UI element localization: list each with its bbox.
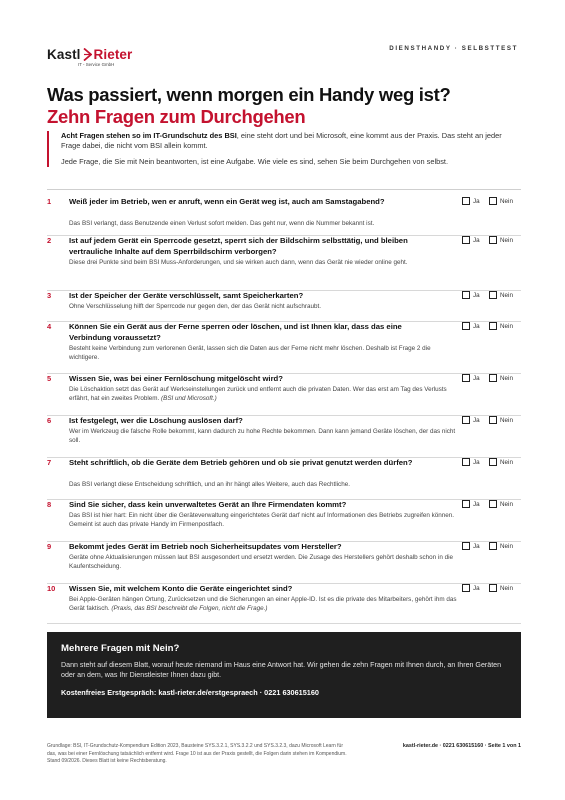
- question-row: [47, 197, 521, 236]
- cta-heading: Mehrere Fragen mit Nein?: [61, 643, 180, 654]
- intro-block: [47, 131, 521, 167]
- intro-lead: Acht Fragen stehen so im IT-Grundschutz des BSI: [61, 131, 237, 140]
- answer-no-option[interactable]: [489, 197, 513, 205]
- checkbox-icon[interactable]: [489, 542, 497, 550]
- question-row: [47, 584, 521, 624]
- answer-yes-label: Ja: [473, 291, 480, 299]
- checkbox-icon[interactable]: [462, 500, 470, 508]
- explanation-text: Das BSI verlangt, dass Benutzende einen Verlust sofort melden. Das geht nur, wenn die Nummer bekannt ist.: [69, 220, 375, 227]
- answer-yes-label: Ja: [473, 500, 480, 508]
- question-number: 5: [47, 374, 52, 383]
- checkbox-icon[interactable]: [462, 236, 470, 244]
- answer-no-option[interactable]: [489, 291, 513, 299]
- checkbox-icon[interactable]: [462, 291, 470, 299]
- question-row: [47, 416, 521, 458]
- checkbox-icon[interactable]: [462, 374, 470, 382]
- logo-subtitle: IT - Service GmbH: [78, 62, 115, 67]
- checkbox-icon[interactable]: [462, 416, 470, 424]
- question-explanation: [69, 427, 457, 446]
- checkbox-icon[interactable]: [489, 458, 497, 466]
- question-number: 3: [47, 291, 52, 300]
- answer-yes-label: Ja: [473, 374, 480, 382]
- question-number: 8: [47, 500, 52, 509]
- question-text: Ist auf jedem Gerät ein Sperrcode gesetzt, sperrt sich der Bildschirm selbsttätig, und bleiben vertrauliche Inhalte auf dem Sperrbildschirm verborgen?: [69, 236, 408, 256]
- question-explanation: [69, 480, 457, 489]
- divider: [47, 189, 521, 190]
- explanation-text: Das BSI ist hier hart: Ein nicht über die Geräteverwaltung eingerichtetes Gerät darf nicht auf Informationen des Betriebs zugreifen können. Gemeint ist auch das private Handy im Firmenpostfach.: [69, 512, 455, 529]
- intro-text-1: , eine steht dort und bei Microsoft, eine kommt aus der Praxis. Das steht an jeder Frage dabei, die nicht vom BSI allein kommt.: [61, 131, 502, 151]
- explanation-text: Die Löschaktion setzt das Gerät auf Werkseinstellungen zurück und entfernt auch die privaten Daten. Wer das erst am Tag des Verlusts erfährt, hat ein zweites Problem.: [69, 386, 447, 403]
- intro-paragraph-1: [61, 131, 521, 152]
- checkbox-icon[interactable]: [462, 458, 470, 466]
- question-text: Sind Sie sicher, dass kein unverwaltetes Gerät an Ihre Firmendaten kommt?: [69, 500, 347, 509]
- question-text: Können Sie ein Gerät aus der Ferne sperren oder löschen, und ist Ihnen klar, dass das eine Verbindung voraussetzt?: [69, 322, 402, 342]
- question-number: 2: [47, 236, 52, 245]
- question-text: Wissen Sie, mit welchem Konto die Geräte eingerichtet sind?: [69, 584, 293, 593]
- question-row: [47, 458, 521, 500]
- explanation-source: (BSI und Microsoft.): [161, 395, 217, 403]
- question-explanation: [69, 595, 457, 614]
- explanation-source: (Praxis, das BSI beschreibt die Folgen, nicht die Frage.): [111, 605, 268, 613]
- answer-no-label: Nein: [500, 374, 513, 382]
- answer-yes-option[interactable]: [462, 584, 480, 592]
- answer-yes-option[interactable]: [462, 458, 480, 466]
- answer-no-option[interactable]: [489, 322, 513, 330]
- checkbox-icon[interactable]: [462, 322, 470, 330]
- explanation-text: Besteht keine Verbindung zum verlorenen Gerät, lassen sich die Daten aus der Ferne nicht mehr löschen. Deshalb ist Frage 2 die wichtigere.: [69, 345, 431, 362]
- logo-part-1: Kastl: [47, 47, 81, 62]
- answer-no-option[interactable]: [489, 500, 513, 508]
- answer-no-option[interactable]: [489, 236, 513, 244]
- explanation-text: Diese drei Punkte sind beim BSI Muss-Anforderungen, und sie wirken auch dann, wenn das Gerät nie wieder online geht.: [69, 259, 408, 266]
- question-explanation: [69, 219, 457, 228]
- answer-no-label: Nein: [500, 291, 513, 299]
- question-explanation: [69, 258, 457, 267]
- question-explanation: [69, 385, 457, 404]
- cta-box: [47, 632, 521, 718]
- question-explanation: [69, 302, 457, 311]
- intro-paragraph-2: Jede Frage, die Sie mit Nein beantworten, ist eine Aufgabe. Wie viele es sind, sehen Sie beim Durchgehen von selbst.: [61, 156, 448, 166]
- logo-mark-icon: [83, 48, 92, 61]
- checkbox-icon[interactable]: [462, 197, 470, 205]
- answer-yes-label: Ja: [473, 197, 480, 205]
- answer-yes-option[interactable]: [462, 416, 480, 424]
- answer-no-option[interactable]: [489, 542, 513, 550]
- answer-yes-label: Ja: [473, 416, 480, 424]
- answer-yes-label: Ja: [473, 322, 480, 330]
- explanation-text: Bei Apple-Geräten hängen Ortung, Zurücksetzen und die Sicherungen an einer Apple-ID. Ist es die private des Mitarbeiters, gehört ihm das Gerät faktisch.: [69, 596, 457, 613]
- answer-no-label: Nein: [500, 542, 513, 550]
- explanation-text: Ohne Verschlüsselung hilft der Sperrcode nur gegen den, der das Gerät nicht aufschraubt.: [69, 303, 322, 310]
- question-text: Weiß jeder im Betrieb, wen er anruft, wenn ein Gerät weg ist, auch am Samstagabend?: [69, 197, 385, 206]
- footer: [47, 743, 521, 766]
- checkbox-icon[interactable]: [489, 291, 497, 299]
- answer-no-label: Nein: [500, 236, 513, 244]
- question-text: Ist festgelegt, wer die Löschung auslösen darf?: [69, 416, 243, 425]
- answer-no-label: Nein: [500, 458, 513, 466]
- page-title: Was passiert, wenn morgen ein Handy weg ist?: [47, 84, 451, 105]
- checkbox-icon[interactable]: [489, 322, 497, 330]
- checkbox-icon[interactable]: [462, 542, 470, 550]
- answer-yes-label: Ja: [473, 542, 480, 550]
- question-row: [47, 500, 521, 542]
- answer-no-label: Nein: [500, 197, 513, 205]
- explanation-text: Wer im Werkzeug die falsche Rolle bekommt, kann dadurch zu hohe Rechte bekommen. Dann kann jemand Geräte löschen, der das nicht soll.: [69, 428, 456, 445]
- answer-no-label: Nein: [500, 322, 513, 330]
- footer-note: Grundlage: BSI, IT-Grundschutz-Kompendium Edition 2023, Bausteine SYS.3.2.1, SYS.3.2.2 und SYS.3.2.3, dazu Microsoft Learn für das, was bei einer Fernlöschung tatsächlich entfernt wird. Frage 10 ist aus der Praxis gestellt, die Folgen darin stehen im Kompendium. Stand 09/2026. Dieses Blatt ist keine Rechtsberatung.: [47, 743, 347, 765]
- answer-yes-label: Ja: [473, 584, 480, 592]
- answer-no-label: Nein: [500, 416, 513, 424]
- question-row: [47, 291, 521, 322]
- answer-yes-option[interactable]: [462, 374, 480, 382]
- answer-no-option[interactable]: [489, 584, 513, 592]
- answer-yes-option[interactable]: [462, 500, 480, 508]
- explanation-text: Geräte ohne Aktualisierungen müssen laut BSI ausgesondert und ersetzt werden. Die Zusage des Herstellers gehört deshalb schon in die Kaufentscheidung.: [69, 554, 453, 571]
- logo-part-2: Rieter: [93, 47, 133, 62]
- answer-yes-option[interactable]: [462, 236, 480, 244]
- question-explanation: [69, 511, 457, 530]
- question-text: Bekommt jedes Gerät im Betrieb noch Sicherheitsupdates vom Hersteller?: [69, 542, 342, 551]
- question-explanation: [69, 553, 457, 572]
- answer-yes-option[interactable]: [462, 322, 480, 330]
- answer-no-option[interactable]: [489, 374, 513, 382]
- answer-no-label: Nein: [500, 584, 513, 592]
- cta-contact: Kostenfreies Erstgespräch: kastl-rieter.de/erstgespraech · 0221 630615160: [61, 687, 319, 697]
- question-text: Steht schriftlich, ob die Geräte dem Betrieb gehören und ob sie privat genutzt werden dürfen?: [69, 458, 413, 467]
- answer-no-label: Nein: [500, 500, 513, 508]
- checkbox-icon[interactable]: [489, 500, 497, 508]
- document-kicker: DIENSTHANDY · SELBSTTEST: [389, 45, 518, 52]
- cta-body: Dann steht auf diesem Blatt, worauf heute niemand im Haus eine Antwort hat. Wir gehen die zehn Fragen mit Ihnen durch, an Ihren Geräten oder an dem, was Ihr Dienstleister Ihnen dazu gibt.: [61, 661, 502, 680]
- answer-no-option[interactable]: [489, 458, 513, 466]
- question-text: Wissen Sie, was bei einer Fernlöschung mitgelöscht wird?: [69, 374, 283, 383]
- question-number: 4: [47, 322, 52, 331]
- question-number: 10: [47, 584, 56, 593]
- question-number: 9: [47, 542, 52, 551]
- checkbox-icon[interactable]: [489, 584, 497, 592]
- checkbox-icon[interactable]: [489, 197, 497, 205]
- page-subtitle: Zehn Fragen zum Durchgehen: [47, 106, 306, 127]
- question-number: 1: [47, 197, 52, 206]
- answer-yes-option[interactable]: [462, 197, 480, 205]
- question-number: 6: [47, 416, 52, 425]
- checkbox-icon[interactable]: [489, 236, 497, 244]
- answer-yes-label: Ja: [473, 236, 480, 244]
- answer-yes-label: Ja: [473, 458, 480, 466]
- checkbox-icon[interactable]: [489, 374, 497, 382]
- question-row: [47, 236, 521, 291]
- question-row: [47, 322, 521, 374]
- answer-no-option[interactable]: [489, 416, 513, 424]
- answer-yes-option[interactable]: [462, 291, 480, 299]
- footer-contact: kastl-rieter.de · 0221 630615160 · Seite 1 von 1: [402, 743, 521, 749]
- checkbox-icon[interactable]: [462, 584, 470, 592]
- question-row: [47, 542, 521, 584]
- checkbox-icon[interactable]: [489, 416, 497, 424]
- question-text: Ist der Speicher der Geräte verschlüsselt, samt Speicherkarten?: [69, 291, 304, 300]
- explanation-text: Das BSI verlangt diese Entscheidung schriftlich, und an ihr hängt alles Weitere, auch das Rechtliche.: [69, 481, 350, 488]
- company-logo: [47, 47, 133, 72]
- answer-yes-option[interactable]: [462, 542, 480, 550]
- question-row: [47, 374, 521, 416]
- question-explanation: [69, 344, 457, 363]
- question-number: 7: [47, 458, 52, 467]
